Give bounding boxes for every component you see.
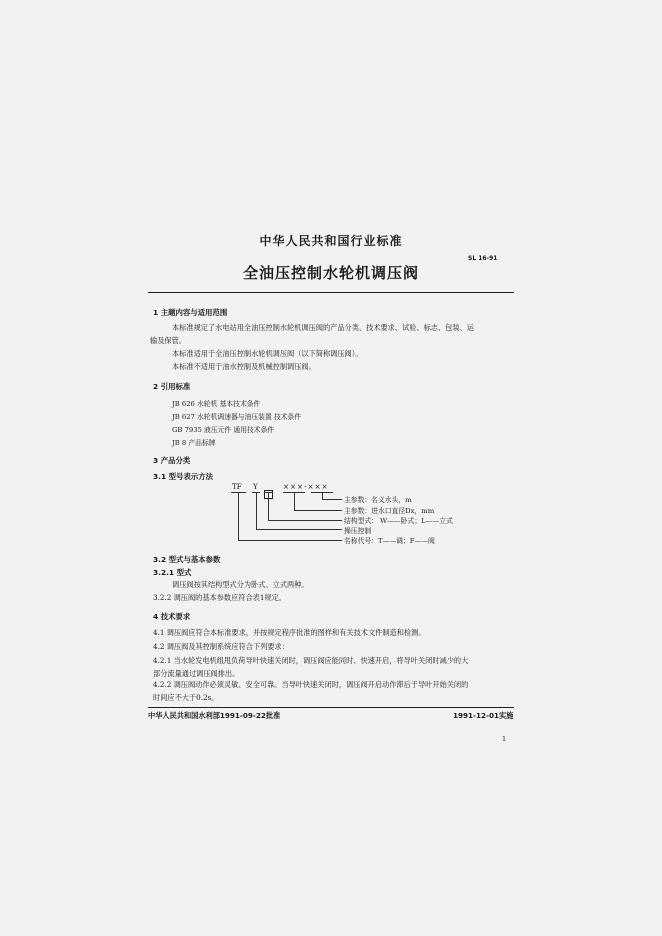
section-4-2-text: 4.2 调压阀及其控制系统应符合下列要求： <box>153 642 289 651</box>
section-1-para-2: 本标准适用于全油压控制水轮机调压阀（以下简称调压阀）。 <box>172 349 363 358</box>
section-3-2-heading: 3.2 型式与基本参数 <box>153 555 221 564</box>
header-rule <box>148 292 514 293</box>
diagram-line <box>268 492 269 520</box>
section-3-2-1-heading: 3.2.1 型式 <box>153 568 192 577</box>
section-1-heading: 1 主题内容与适用范围 <box>153 308 228 317</box>
diagram-line <box>268 520 342 521</box>
issuer-heading: 中华人民共和国行业标准 <box>259 234 403 248</box>
diagram-line <box>294 492 295 510</box>
page-number: 1 <box>502 735 507 743</box>
diagram-label: 结构型式： W——卧式；L——立式 <box>344 517 453 525</box>
diagram-label: 主参数：名义水头，m <box>344 496 412 504</box>
section-4-2-2-text-a: 4.2.2 调压阀动作必须灵敏、安全可靠。当导叶快速关闭时，调压阀开启动作滞后于导叶开始关闭的 <box>153 680 469 689</box>
reference-item: JB 626 水轮机 基本技术条件 <box>172 400 261 408</box>
approval-line: 中华人民共和国水利部1991-09-22批准 <box>148 711 281 720</box>
section-2-heading: 2 引用标准 <box>153 382 191 391</box>
model-code-tf: TF <box>232 482 242 491</box>
diagram-label: 操压控制 <box>344 527 372 535</box>
section-1-para-3: 本标准不适用于油水控制及机械控制调压阀。 <box>172 362 316 371</box>
reference-item: JB 627 水轮机调速器与油压装置 技术条件 <box>172 413 302 421</box>
section-3-heading: 3 产品分类 <box>153 456 191 465</box>
diagram-label: 主参数：进水口直径Dx，mm <box>344 507 435 515</box>
diagram-line <box>322 492 323 499</box>
diagram-line <box>238 492 239 540</box>
document-title: 全油压控制水轮机调压阀 <box>242 264 419 282</box>
diagram-line <box>322 499 342 500</box>
implementation-date: 1991-12-01实施 <box>453 711 514 720</box>
section-3-1-heading: 3.1 型号表示方法 <box>153 472 214 481</box>
section-4-2-2-text-b: 时间应不大于0.2s。 <box>153 693 219 702</box>
model-code-params: ×××-××× <box>283 482 329 491</box>
reference-item: JB 8 产品标牌 <box>172 439 216 447</box>
standard-code: SL 16-91 <box>468 255 498 262</box>
section-3-2-1-text: 调压阀按其结构型式分为卧式、立式两种。 <box>172 580 309 589</box>
section-1-para-1b: 输及保管。 <box>150 336 186 345</box>
section-1-para-1a: 本标准规定了水电站用全油压控制水轮机调压阀的产品分类、技术要求、试验、标志、包装、运 <box>172 323 474 332</box>
section-4-heading: 4 技术要求 <box>153 612 191 621</box>
section-4-2-1-text-b: 部分流量通过调压阀排出。 <box>153 669 240 678</box>
diagram-line <box>256 529 342 530</box>
diagram-line <box>256 492 257 529</box>
section-4-1-text: 4.1 调压阀应符合本标准要求，并按规定程序批准的图样和有关技术文件制造和检测。 <box>153 628 426 637</box>
footer-rule <box>148 707 514 708</box>
model-code-y: Y <box>253 482 258 491</box>
reference-item: GB 7935 液压元件 通用技术条件 <box>172 426 275 434</box>
section-3-2-2-text: 3.2.2 调压阀的基本参数应符合表1规定。 <box>153 593 286 602</box>
section-4-2-1-text-a: 4.2.1 当水轮发电机组甩负荷导叶快速关闭时，调压阀应能同时、快速开启，将导叶关闭时减少的大 <box>153 656 469 665</box>
diagram-label: 名称代号：T——调；F——阀 <box>344 537 435 545</box>
diagram-line <box>294 510 342 511</box>
diagram-line <box>238 540 342 541</box>
